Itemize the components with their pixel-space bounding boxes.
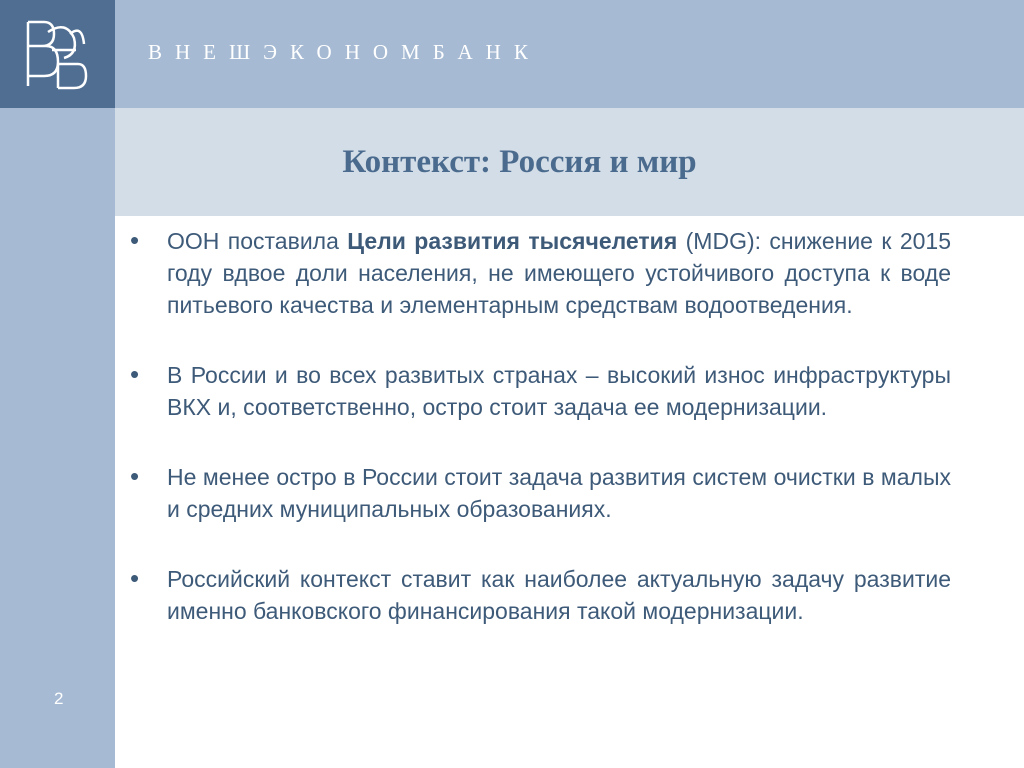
bullet-item-3 [130, 461, 951, 525]
bullet-icon: • [130, 461, 140, 491]
veb-logo-icon [18, 14, 90, 94]
slide-title: Контекст: Россия и мир [342, 143, 697, 180]
bullet-text-pre: ООН поставила [167, 228, 348, 254]
bullet-text-bold: Цели развития тысячелетия [347, 228, 678, 254]
bullet-item-2 [130, 359, 951, 423]
slide-title-container [115, 108, 1024, 216]
bullet-icon: • [130, 359, 140, 389]
bullet-text: В России и во всех развитых странах – высокий износ инфраструктуры ВКХ и, соответственно, остро стоит задача ее модернизации. [167, 362, 951, 420]
bullet-icon: • [130, 563, 140, 593]
bullet-text: Не менее остро в России стоит задача развития систем очистки в малых и средних муниципальных образованиях. [167, 464, 951, 522]
bullet-text-post: (MDG): снижение к 2015 году вдвое доли населения, не имеющего устойчивого доступа к воде питьевого качества и элементарным средствам водоотведения. [167, 228, 951, 318]
left-column [0, 108, 115, 768]
logo-box [0, 0, 115, 108]
bullet-item-1 [130, 225, 951, 321]
bullet-list [130, 225, 951, 665]
bullet-item-4 [130, 563, 951, 627]
bullet-text: Российский контекст ставит как наиболее актуальную задачу развитие именно банковского финансирования такой модернизации. [167, 566, 951, 624]
bullet-icon: • [130, 225, 140, 255]
brand-name: ВНЕШЭКОНОМБАНК [148, 40, 541, 64]
page-number: 2 [54, 689, 64, 708]
